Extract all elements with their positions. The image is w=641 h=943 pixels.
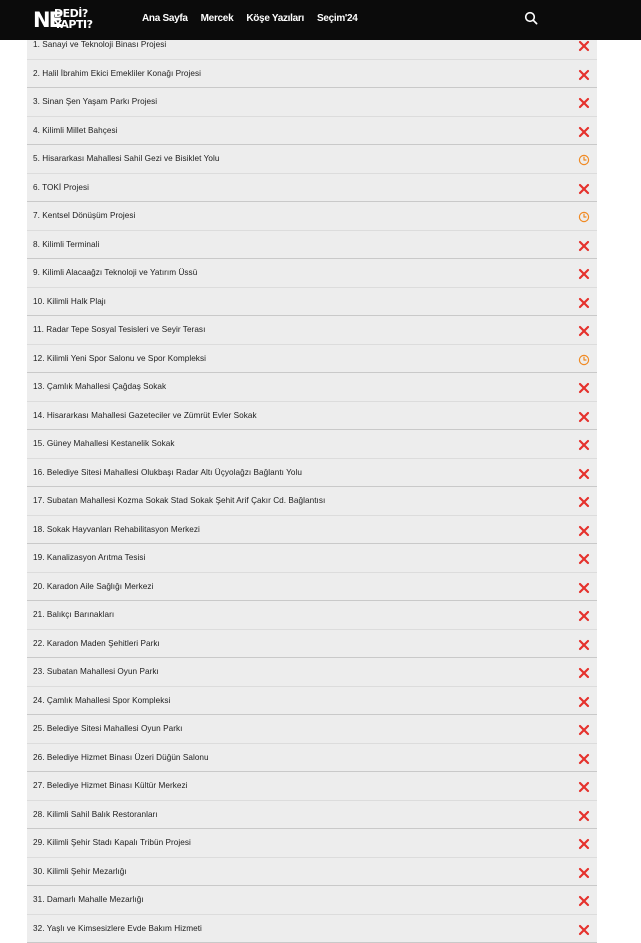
- nav-secim-24[interactable]: Seçim'24: [317, 12, 358, 26]
- not-done-x-icon: [578, 495, 590, 507]
- project-label: 24. Çamlık Mahallesi Spor Kompleksi: [33, 696, 170, 705]
- logo-ne: NE: [33, 7, 61, 33]
- project-label: 32. Yaşlı ve Kimsesizlere Evde Bakım Hizmeti: [33, 924, 202, 933]
- project-label: 6. TOKİ Projesi: [33, 183, 89, 192]
- project-label: 19. Kanalizasyon Arıtma Tesisi: [33, 553, 145, 562]
- site-logo[interactable]: [33, 7, 91, 33]
- project-label: 11. Radar Tepe Sosyal Tesisleri ve Seyir Terası: [33, 325, 205, 334]
- project-row: [27, 544, 597, 573]
- not-done-x-icon: [578, 324, 590, 336]
- nav-kose-yazilari[interactable]: Köşe Yazıları: [246, 12, 304, 26]
- project-label: 5. Hisararkası Mahallesi Sahil Gezi ve Bisiklet Yolu: [33, 154, 219, 163]
- not-done-x-icon: [578, 239, 590, 251]
- project-label: 29. Kilimli Şehir Stadı Kapalı Tribün Projesi: [33, 838, 191, 847]
- not-done-x-icon: [578, 296, 590, 308]
- project-label: 31. Damarlı Mahalle Mezarlığı: [33, 895, 144, 904]
- project-label: 7. Kentsel Dönüşüm Projesi: [33, 211, 135, 220]
- nav-ana-sayfa[interactable]: Ana Sayfa: [142, 12, 188, 26]
- project-label: 9. Kilimli Alacaağzı Teknoloji ve Yatırım Üssü: [33, 268, 197, 277]
- project-row: [27, 886, 597, 915]
- project-row: [27, 202, 597, 231]
- project-label: 10. Kilimli Halk Plajı: [33, 297, 106, 306]
- not-done-x-icon: [578, 866, 590, 878]
- project-row: [27, 516, 597, 545]
- project-row: [27, 145, 597, 174]
- project-row: [27, 772, 597, 801]
- project-row: [27, 316, 597, 345]
- not-done-x-icon: [578, 809, 590, 821]
- project-row: [27, 259, 597, 288]
- not-done-x-icon: [578, 752, 590, 764]
- not-done-x-icon: [578, 39, 590, 51]
- project-row: [27, 601, 597, 630]
- project-row: [27, 60, 597, 89]
- project-label: 23. Subatan Mahallesi Oyun Parkı: [33, 667, 159, 676]
- not-done-x-icon: [578, 438, 590, 450]
- project-label: 21. Balıkçı Barınakları: [33, 610, 114, 619]
- project-label: 13. Çamlık Mahallesi Çağdaş Sokak: [33, 382, 166, 391]
- project-label: 15. Güney Mahallesi Kestanelik Sokak: [33, 439, 175, 448]
- project-row: [27, 573, 597, 602]
- project-label: 27. Belediye Hizmet Binası Kültür Merkezi: [33, 781, 188, 790]
- nav-mercek[interactable]: Mercek: [201, 12, 234, 26]
- project-label: 28. Kilimli Sahil Balık Restoranları: [33, 810, 158, 819]
- project-row: [27, 88, 597, 117]
- not-done-x-icon: [578, 267, 590, 279]
- project-row: [27, 174, 597, 203]
- not-done-x-icon: [578, 125, 590, 137]
- project-label: 20. Karadon Aile Sağlığı Merkezi: [33, 582, 153, 591]
- project-row: [27, 117, 597, 146]
- in-progress-clock-icon: [578, 210, 590, 222]
- project-row: [27, 658, 597, 687]
- project-label: 2. Halil İbrahim Ekici Emekliler Konağı Projesi: [33, 69, 201, 78]
- project-row: [27, 231, 597, 260]
- not-done-x-icon: [578, 780, 590, 792]
- in-progress-clock-icon: [578, 153, 590, 165]
- project-label: 18. Sokak Hayvanları Rehabilitasyon Merkezi: [33, 525, 200, 534]
- not-done-x-icon: [578, 609, 590, 621]
- not-done-x-icon: [578, 68, 590, 80]
- project-row: [27, 687, 597, 716]
- not-done-x-icon: [578, 467, 590, 479]
- project-row: [27, 715, 597, 744]
- top-navigation-bar: [0, 0, 641, 40]
- logo-line-1: DEDİ?: [54, 8, 88, 20]
- not-done-x-icon: [578, 695, 590, 707]
- project-row: [27, 373, 597, 402]
- project-label: 4. Kilimli Millet Bahçesi: [33, 126, 118, 135]
- project-row: [27, 829, 597, 858]
- project-label: 12. Kilimli Yeni Spor Salonu ve Spor Kompleksi: [33, 354, 206, 363]
- project-label: 16. Belediye Sitesi Mahallesi Olukbaşı Radar Altı Üçyolağzı Bağlantı Yolu: [33, 468, 302, 477]
- project-row: [27, 402, 597, 431]
- project-label: 17. Subatan Mahallesi Kozma Sokak Stad Sokak Şehit Arif Çakır Cd. Bağlantısı: [33, 496, 325, 505]
- main-nav: [142, 12, 358, 26]
- not-done-x-icon: [578, 723, 590, 735]
- project-label: 1. Sanayi ve Teknoloji Binası Projesi: [33, 40, 166, 49]
- not-done-x-icon: [578, 182, 590, 194]
- project-row: [27, 288, 597, 317]
- logo-line-2: YAPTI?: [54, 19, 92, 31]
- project-row: [27, 744, 597, 773]
- not-done-x-icon: [578, 581, 590, 593]
- project-row: [27, 801, 597, 830]
- project-row: [27, 345, 597, 374]
- project-label: 8. Kilimli Terminali: [33, 240, 99, 249]
- not-done-x-icon: [578, 666, 590, 678]
- search-icon[interactable]: [524, 11, 538, 25]
- project-label: 14. Hisararkası Mahallesi Gazeteciler ve Zümrüt Evler Sokak: [33, 411, 257, 420]
- project-row: [27, 459, 597, 488]
- project-label: 26. Belediye Hizmet Binası Üzeri Düğün Salonu: [33, 753, 209, 762]
- not-done-x-icon: [578, 96, 590, 108]
- project-row: [27, 858, 597, 887]
- project-label: 3. Sinan Şen Yaşam Parkı Projesi: [33, 97, 157, 106]
- in-progress-clock-icon: [578, 353, 590, 365]
- project-label: 25. Belediye Sitesi Mahallesi Oyun Parkı: [33, 724, 182, 733]
- not-done-x-icon: [578, 410, 590, 422]
- not-done-x-icon: [578, 923, 590, 935]
- not-done-x-icon: [578, 894, 590, 906]
- project-label: 30. Kilimli Şehir Mezarlığı: [33, 867, 127, 876]
- not-done-x-icon: [578, 552, 590, 564]
- project-list: [27, 31, 597, 943]
- project-row: [27, 430, 597, 459]
- not-done-x-icon: [578, 638, 590, 650]
- not-done-x-icon: [578, 837, 590, 849]
- project-row: [27, 487, 597, 516]
- not-done-x-icon: [578, 524, 590, 536]
- not-done-x-icon: [578, 381, 590, 393]
- project-row: [27, 630, 597, 659]
- project-label: 22. Karadon Maden Şehitleri Parkı: [33, 639, 160, 648]
- project-row: [27, 915, 597, 943]
